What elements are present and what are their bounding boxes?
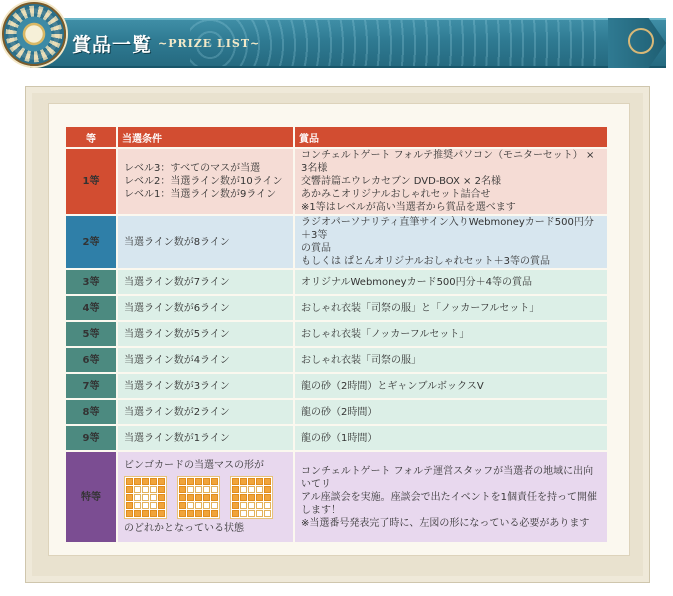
bingo-cell-marked [158,494,165,501]
table-row [66,400,607,424]
bingo-cell-marked [211,494,218,501]
bingo-cell-marked [179,478,186,485]
bingo-cell-marked [150,478,157,485]
bingo-cell-marked [187,510,194,517]
bingo-cell-marked [240,494,247,501]
prize-line: ラジオパーソナリティ直筆サイン入りWebmoneyカード500円分＋3等 [301,217,594,241]
bingo-cell [211,486,218,493]
bingo-cell-marked [264,494,271,501]
bingo-cell-marked [126,486,133,493]
prize-cell: 龍の砂（2時間） [295,400,607,424]
bingo-cell-marked [195,494,202,501]
bingo-cell-marked [158,478,165,485]
bingo-cell [142,486,149,493]
prize-cell: 龍の砂（1時間） [295,426,607,450]
bingo-cell-marked [150,510,157,517]
bingo-cell-marked [134,478,141,485]
table-row [66,426,607,450]
bingo-cell-marked [232,486,239,493]
bingo-cell [256,502,263,509]
bingo-cell [187,502,194,509]
bingo-cell-marked [126,510,133,517]
rank-cell: 8等 [66,400,116,424]
prize-line: アル座談会を実施。座談会で出たイベントを1個責任を持って開催 [301,491,597,503]
prize-line: の賞品 [301,243,331,254]
condition-cell: 当選ライン数が2ライン [118,400,293,424]
prize-line: コンチェルトゲート フォルテ運営スタッフが当選者の地域に出向いてリ [301,465,594,490]
bingo-cell [195,486,202,493]
bingo-cell [134,486,141,493]
bingo-cell-marked [240,478,247,485]
bingo-cell-marked [264,478,271,485]
bingo-cell-marked [232,502,239,509]
table-row [66,216,607,268]
rank-cell: 3等 [66,270,116,294]
condition-cell [118,452,293,542]
prize-cell: おしゃれ衣装「ノッカーフルセット」 [295,322,607,346]
bingo-cell [150,502,157,509]
bingo-card [124,476,167,519]
bingo-cell [142,494,149,501]
rank-cell: 5等 [66,322,116,346]
bingo-cell-marked [187,478,194,485]
banner-ornament [608,18,666,68]
bingo-cell-marked [126,478,133,485]
bingo-cell [240,502,247,509]
bingo-cell-marked [158,502,165,509]
bingo-cell [211,502,218,509]
swirl-icon [628,28,654,54]
prize-line: ※当選番号発表完了時に、左図の形になっている必要があります [301,517,590,529]
header-condition: 当選条件 [118,127,293,147]
bingo-cell [256,510,263,517]
page-subtitle: ~PRIZE LIST~ [158,37,261,50]
rank-cell: 1等 [66,149,116,214]
bingo-cell-marked [158,510,165,517]
bingo-cell-marked [195,478,202,485]
bingo-cell-marked [126,494,133,501]
bingo-cell [203,486,210,493]
bingo-patterns [124,476,287,519]
bingo-cell-marked [203,478,210,485]
prize-cell: おしゃれ衣装「司祭の服」と「ノッカーフルセット」 [295,296,607,320]
prize-table [64,125,609,544]
bingo-cell-marked [142,510,149,517]
bingo-cell-marked [232,478,239,485]
bingo-cell-marked [179,486,186,493]
bingo-cell-marked [203,510,210,517]
header-prize: 賞品 [295,127,607,147]
bingo-cell-marked [256,494,263,501]
bingo-cell [134,502,141,509]
prize-line: もしくは ぱとんオリジナルおしゃれセット＋3等の賞品 [301,256,551,267]
bingo-cell [240,486,247,493]
prize-line: あかみこオリジナルおしゃれセット詰合せ [301,189,491,200]
prize-cell: オリジナルWebmoneyカード500円分＋4等の賞品 [295,270,607,294]
bingo-cell-marked [142,478,149,485]
bingo-cell [264,502,271,509]
table-row [66,348,607,372]
bingo-cell-marked [248,478,255,485]
bingo-cell-marked [179,510,186,517]
bingo-cell-marked [187,494,194,501]
bingo-cell [142,502,149,509]
bingo-cell [187,486,194,493]
bingo-cell-marked [179,502,186,509]
prize-line: ※1等はレベルが高い当選者から賞品を選べます [301,202,516,213]
prize-cell [295,216,607,268]
condition-cell: 当選ライン数が8ライン [118,216,293,268]
bingo-cell-marked [248,494,255,501]
condition-line: ビンゴカードの当選マスの形が [124,460,264,471]
table-row [66,322,607,346]
rank-cell: 6等 [66,348,116,372]
table-header-row [66,127,607,147]
prize-cell: 龍の砂（2時間）とギャンブルボックスV [295,374,607,398]
condition-cell [118,149,293,214]
bingo-cell [150,486,157,493]
header-rank: 等 [66,127,116,147]
bingo-cell [195,502,202,509]
bingo-cell [248,486,255,493]
bingo-cell [264,510,271,517]
condition-cell: 当選ライン数が7ライン [118,270,293,294]
prize-line: コンチェルトゲート フォルテ推奨パソコン（モニターセット） × 3名様 [301,150,595,174]
bingo-cell-marked [195,510,202,517]
bingo-cell-marked [211,510,218,517]
bingo-cell [248,510,255,517]
rank-cell: 特等 [66,452,116,542]
bingo-cell-marked [158,486,165,493]
prize-cell: おしゃれ衣装「司祭の服」 [295,348,607,372]
bingo-cell [134,494,141,501]
prize-line: します！ [301,504,341,516]
bingo-cell-marked [264,486,271,493]
rank-cell: 4等 [66,296,116,320]
table-row [66,149,607,214]
condition-line: のどれかとなっている状態 [124,523,244,534]
table-row [66,270,607,294]
condition-cell: 当選ライン数が1ライン [118,426,293,450]
condition-cell: 当選ライン数が4ライン [118,348,293,372]
condition-cell: 当選ライン数が5ライン [118,322,293,346]
bingo-cell-marked [203,494,210,501]
prize-cell [295,149,607,214]
bingo-card [177,476,220,519]
bingo-card [230,476,273,519]
rank-cell: 2等 [66,216,116,268]
rank-cell: 9等 [66,426,116,450]
condition-line: レベル1：当選ライン数が9ライン [124,189,277,200]
bingo-cell-marked [134,510,141,517]
table-row [66,374,607,398]
bingo-cell-marked [179,494,186,501]
medallion-petals-icon [2,2,66,66]
bingo-cell-marked [256,478,263,485]
table-row [66,296,607,320]
prize-line: 交響詩篇エウレカセブン DVD-BOX × 2名様 [301,176,501,187]
condition-line: レベル3：すべてのマスが当選 [124,163,261,174]
condition-cell: 当選ライン数が3ライン [118,374,293,398]
table-row [66,452,607,542]
bingo-cell [203,502,210,509]
condition-cell: 当選ライン数が6ライン [118,296,293,320]
rank-cell: 7等 [66,374,116,398]
bingo-cell-marked [211,478,218,485]
prize-cell [295,452,607,542]
bingo-cell [256,486,263,493]
bingo-cell-marked [232,510,239,517]
bingo-cell [240,510,247,517]
bingo-cell [150,494,157,501]
bingo-cell [248,502,255,509]
bingo-cell-marked [126,502,133,509]
page-title: 賞品一覧 [72,34,153,56]
condition-line: レベル2：当選ライン数が10ライン [124,176,283,187]
bingo-cell-marked [232,494,239,501]
